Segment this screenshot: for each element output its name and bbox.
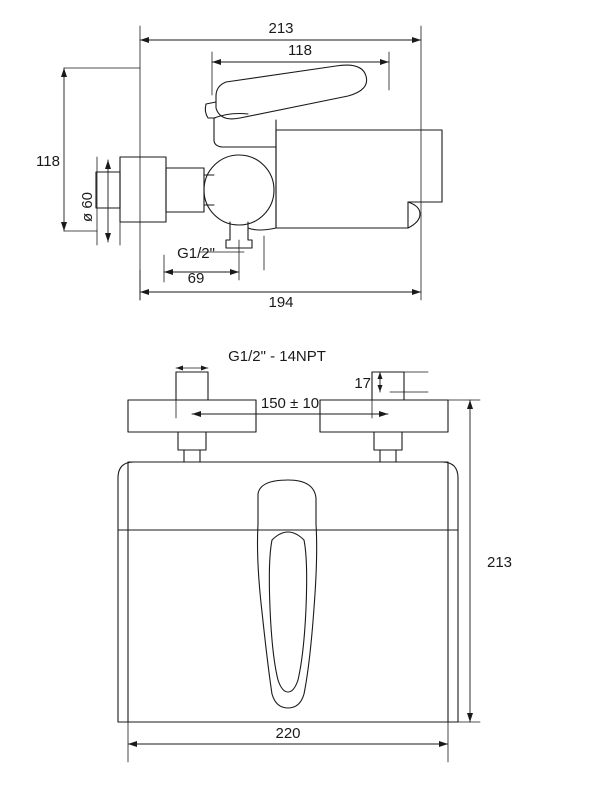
dim-118-top xyxy=(212,59,389,65)
dim-label-inlet-depth-69: 69 xyxy=(187,270,205,287)
bottom-view-extension-lines xyxy=(128,372,480,762)
dim-label-overall-length-213: 213 xyxy=(268,20,294,37)
dim-118-left xyxy=(61,68,67,231)
dim-label-connection-thread: G1/2" - 14NPT xyxy=(228,348,326,365)
dim-label-body-height-118: 118 xyxy=(36,153,60,170)
dim-label-overall-width-220: 220 xyxy=(275,725,301,742)
dim-17 xyxy=(378,372,383,392)
front-elevation-geometry xyxy=(118,372,458,722)
dim-label-spout-offset-118: 118 xyxy=(288,42,312,59)
dim-label-overall-depth-194: 194 xyxy=(268,294,294,311)
leader-g12-14npt xyxy=(176,366,208,371)
dim-label-overall-height-213: 213 xyxy=(487,554,513,571)
dim-213-right xyxy=(467,400,473,722)
dim-label-inlet-thread-g12: G1/2" xyxy=(177,245,215,262)
dim-label-centre-distance-150: 150 ± 10 xyxy=(260,395,320,412)
side-elevation-geometry xyxy=(96,65,442,248)
top-view-extension-lines xyxy=(64,26,421,300)
dim-213-top xyxy=(140,37,421,43)
dim-label-flange-diameter-60: ø 60 xyxy=(79,191,96,223)
dim-label-nipple-height-17: 17 xyxy=(354,375,371,392)
